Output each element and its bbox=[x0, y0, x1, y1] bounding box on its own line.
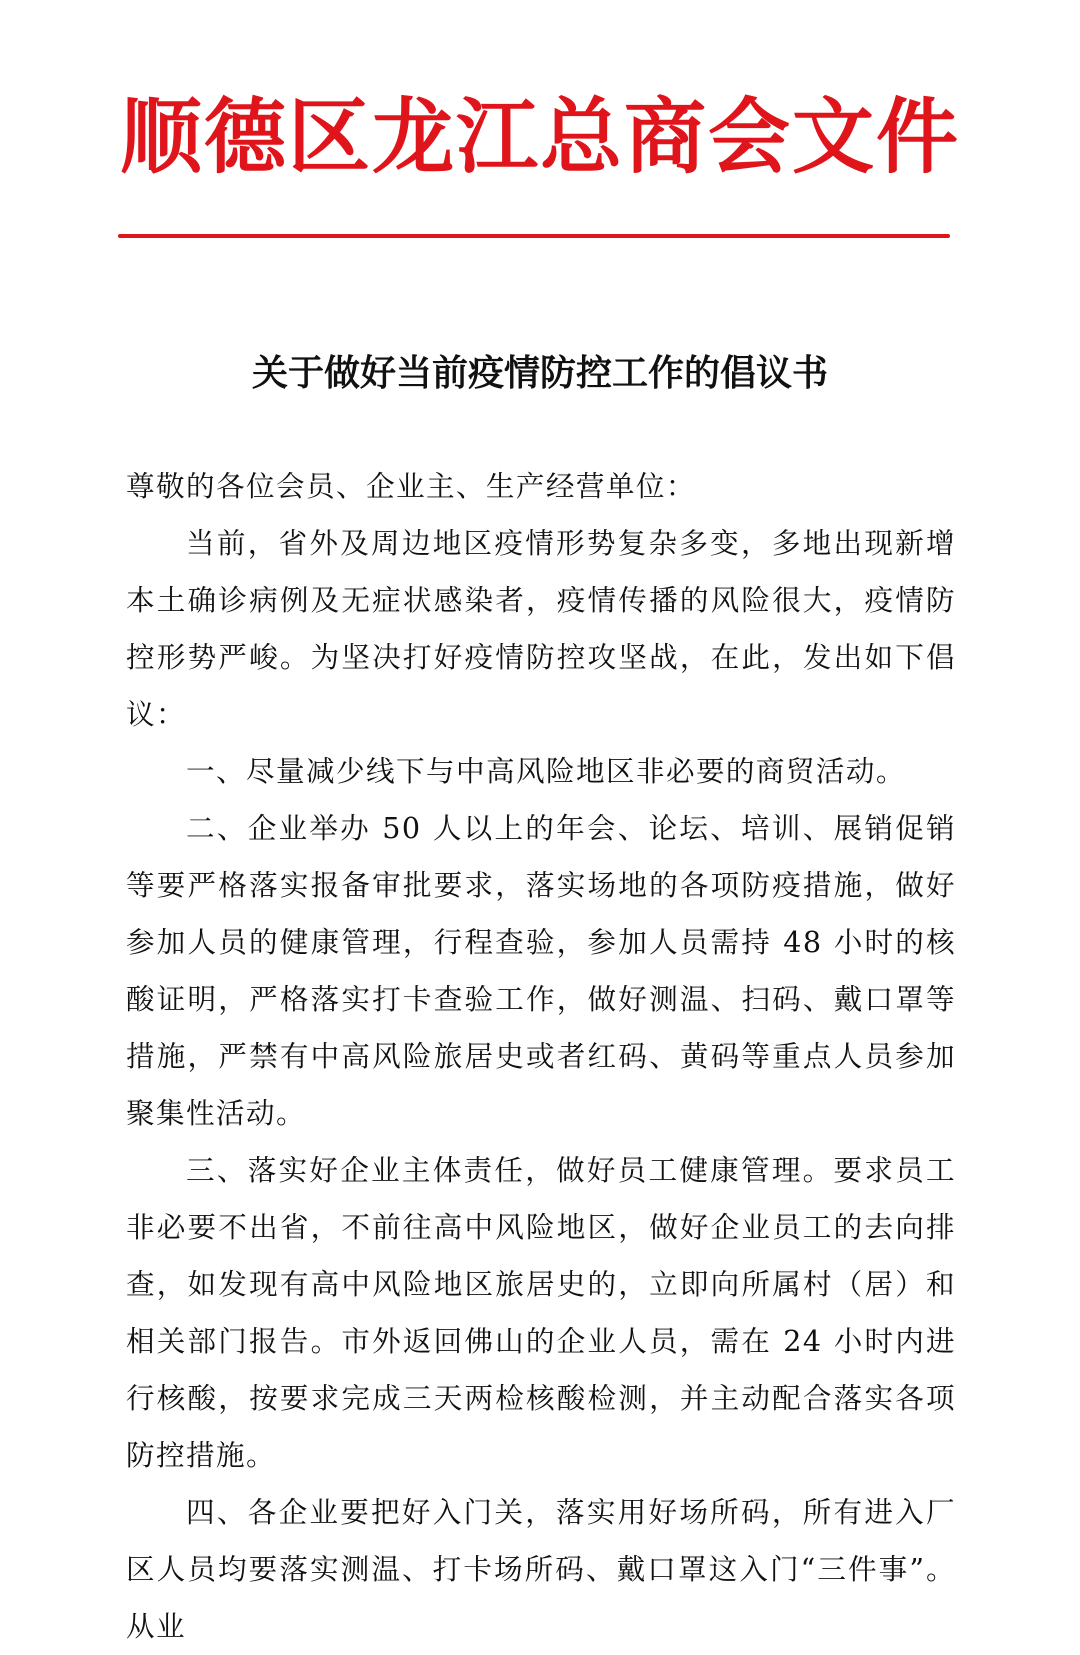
paragraph-item-1: 一、尽量减少线下与中高风险地区非必要的商贸活动。 bbox=[186, 754, 906, 788]
salutation: 尊敬的各位会员、企业主、生产经营单位： bbox=[126, 469, 696, 503]
letterhead-divider bbox=[118, 234, 950, 238]
paragraph-item-3: 三、落实好企业主体责任，做好员工健康管理。要求员工非必要不出省，不前往高中风险地区，做好企业员工的去向排查，如发现有高中风险地区旅居史的，立即向所属村（居）和相关部门报告。市外返回佛山的企业人员，需在 24 小时内进行核酸，按要求完成三天两检核酸检测，并主动配合落实各项防控措施。 bbox=[126, 1153, 956, 1472]
paragraph-item-4: 四、各企业要把好入门关，落实用好场所码，所有进入厂区人员均要落实测温、打卡场所码、戴口罩这入门“三件事”。从业 bbox=[126, 1495, 956, 1643]
paragraph-item-2: 二、企业举办 50 人以上的年会、论坛、培训、展销促销等要严格落实报备审批要求，落实场地的各项防疫措施，做好参加人员的健康管理，行程查验，参加人员需持 48 小时的核酸证明，严格落实打卡查验工作，做好测温、扫码、戴口罩等措施，严禁有中高风险旅居史或者红码、黄码等重点人员参加聚集性活动。 bbox=[126, 811, 956, 1130]
paragraph-intro: 当前，省外及周边地区疫情形势复杂多变，多地出现新增本土确诊病例及无症状感染者，疫情传播的风险很大，疫情防控形势严峻。为坚决打好疫情防控攻坚战，在此，发出如下倡议： bbox=[126, 526, 956, 731]
document-title: 关于做好当前疫情防控工作的倡议书 bbox=[251, 353, 828, 394]
letterhead-title: 顺德区龙江总商会文件 bbox=[119, 90, 960, 185]
document-body bbox=[126, 458, 956, 1655]
